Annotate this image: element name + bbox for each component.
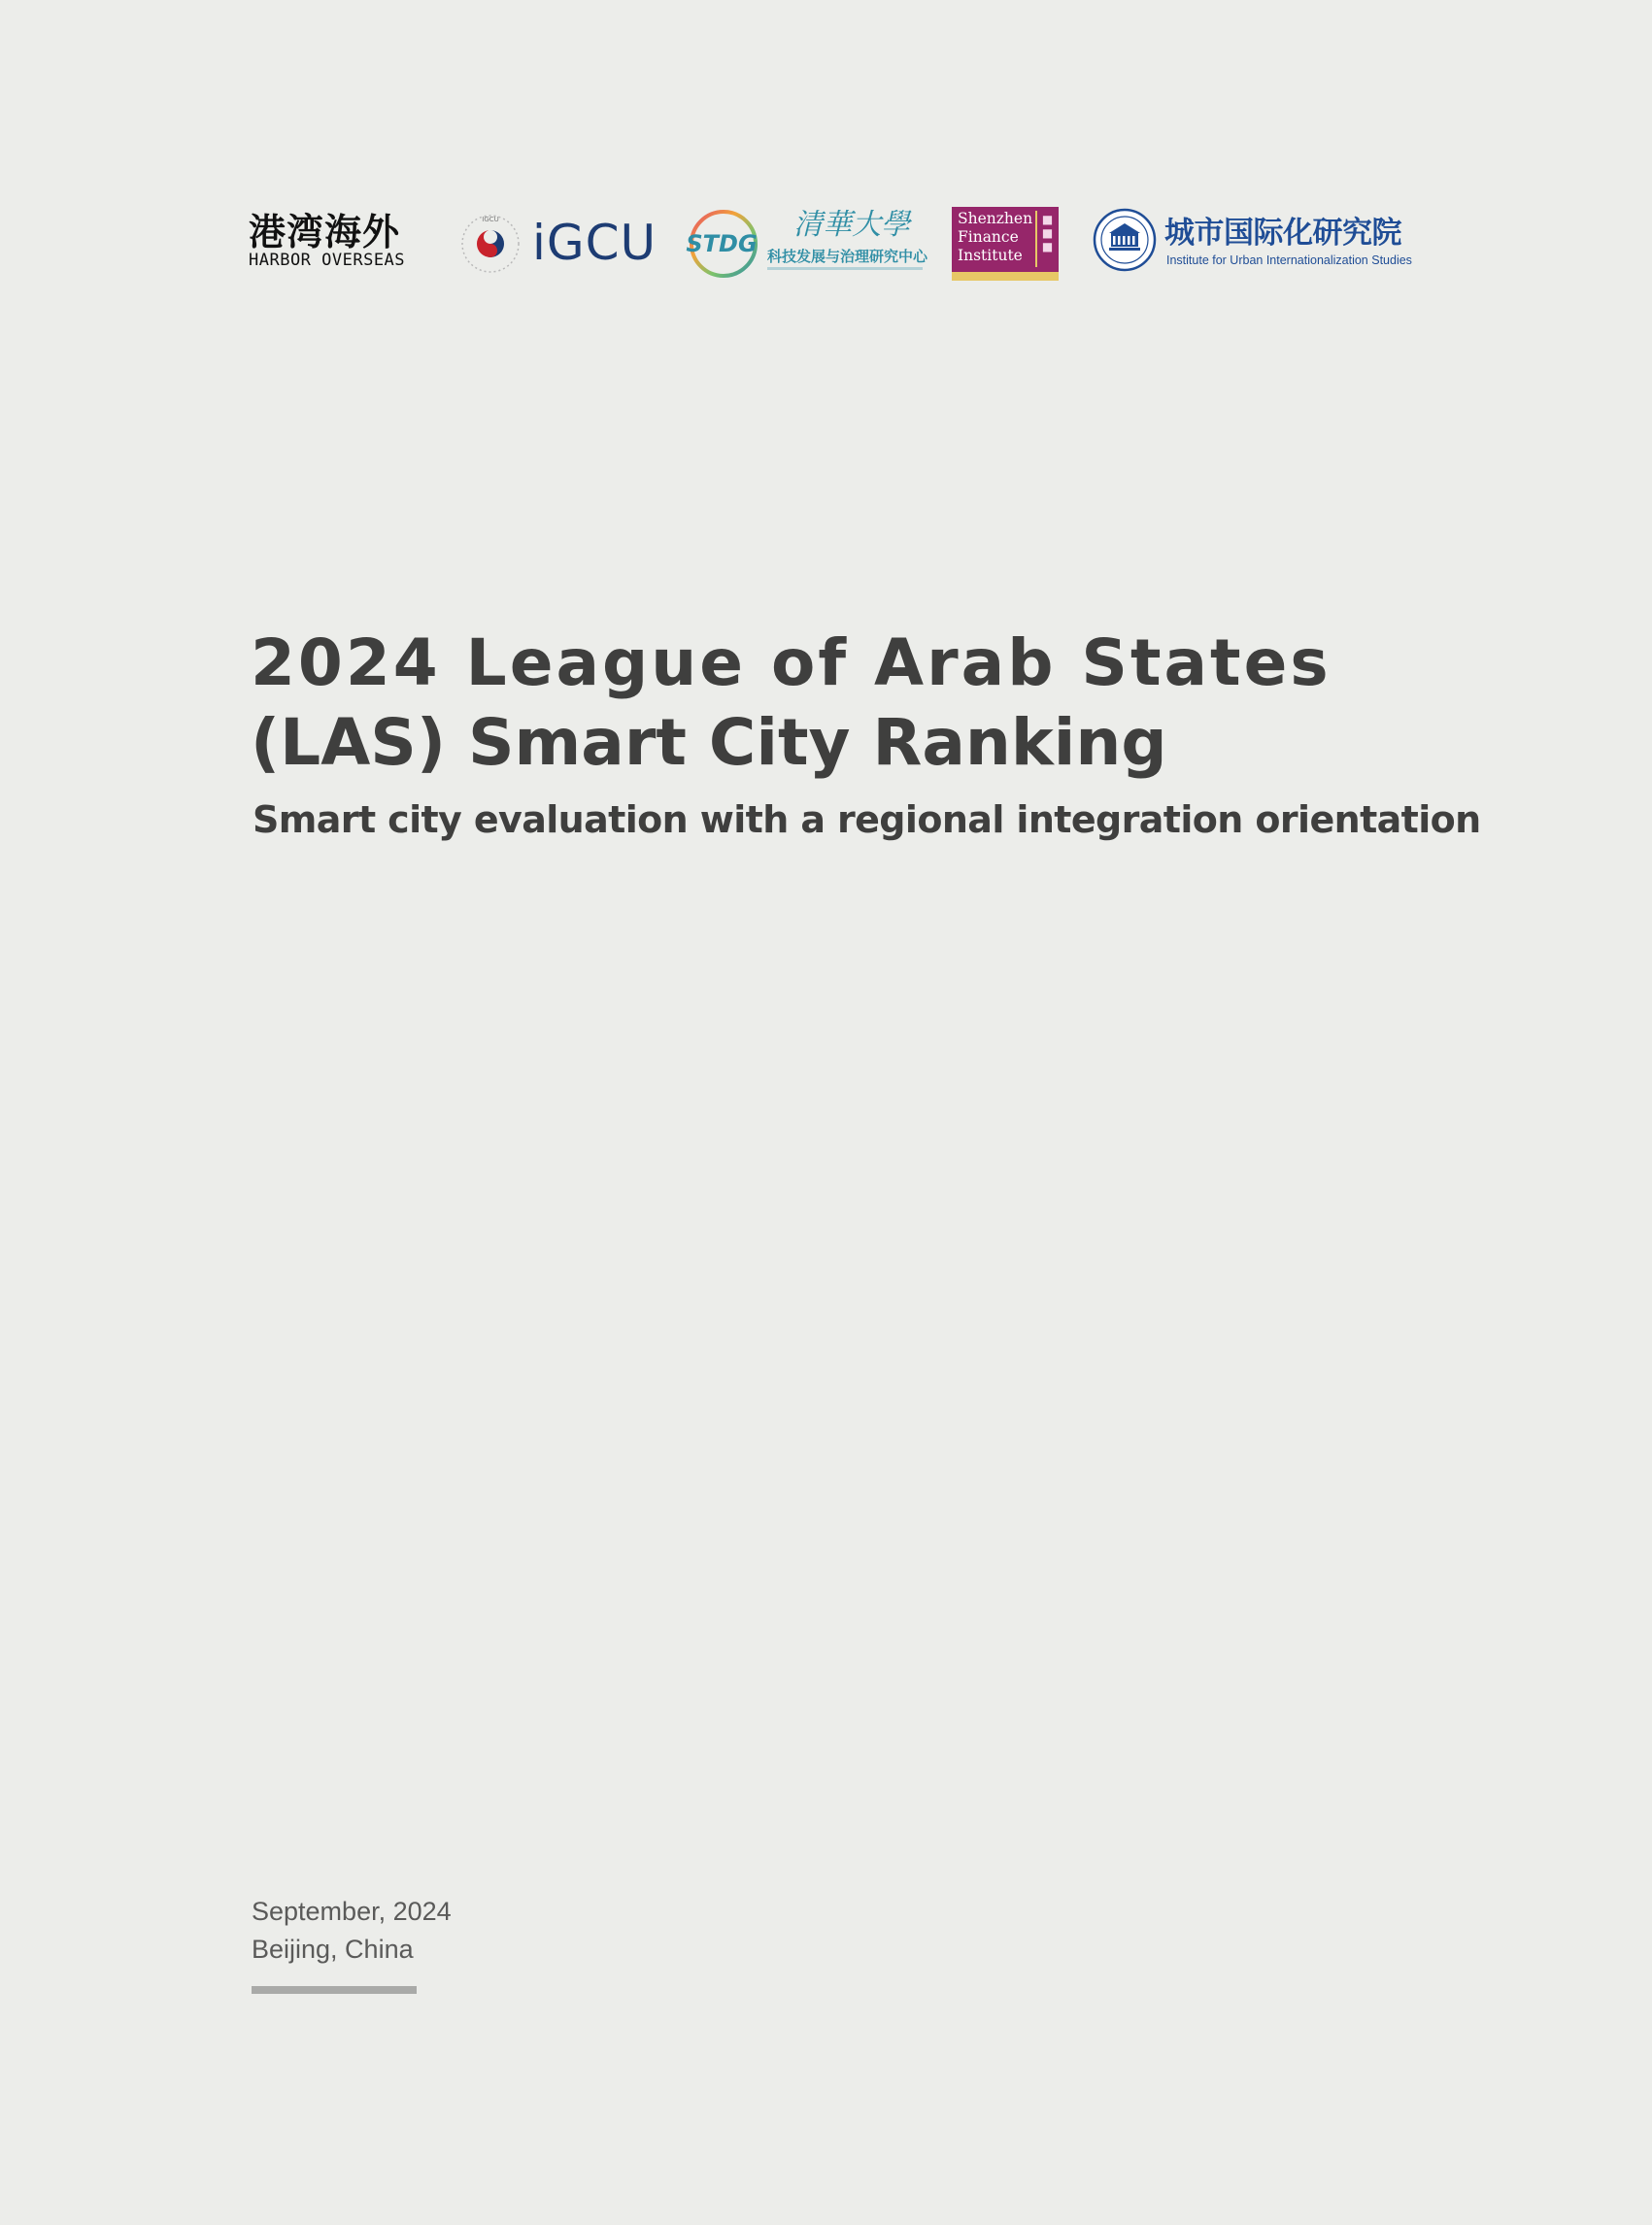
publication-date: September, 2024	[252, 1897, 452, 1926]
igcu-ring-text: IGCU	[482, 216, 499, 223]
stdg-badge-text: STDG	[686, 230, 758, 257]
igcu-emblem-icon	[456, 209, 524, 277]
urban-internationalization-logo	[1092, 205, 1412, 279]
harbor-overseas-logo	[249, 213, 437, 275]
urban-institute-chinese-name: 城市国际化研究院	[1164, 216, 1401, 251]
sfi-line: Finance	[958, 228, 1019, 246]
stdg-tsinghua-logo	[685, 205, 928, 283]
harbor-logo-chinese: 港湾海外	[249, 211, 401, 253]
tsinghua-calligraphy: 清華大學	[793, 208, 910, 242]
report-title-line-1: 2024 League of Arab States	[251, 625, 1332, 700]
sfi-line: Shenzhen	[958, 210, 1033, 227]
report-subtitle: Smart city evaluation with a regional integration orientation	[253, 798, 1481, 841]
partner-logo-strip	[0, 199, 1652, 287]
sfi-divider	[1035, 211, 1037, 267]
publication-place: Beijing, China	[252, 1935, 414, 1964]
footer-divider	[252, 1986, 417, 1994]
igcu-wordmark: iGCU	[532, 215, 657, 271]
harbor-logo-english: HARBOR OVERSEAS	[249, 251, 406, 270]
stdg-center-name: 科技发展与治理研究中心	[767, 248, 928, 265]
urban-institute-seal-icon	[1092, 207, 1158, 273]
sfi-gold-bar	[952, 272, 1059, 281]
report-title-line-2: (LAS) Smart City Ranking	[251, 705, 1167, 780]
sfi-line: Institute	[958, 247, 1023, 264]
igcu-logo	[456, 209, 665, 277]
report-title	[251, 624, 1474, 783]
urban-institute-english-name: Institute for Urban Internationalization Studies	[1166, 253, 1412, 267]
shenzhen-finance-institute-logo	[952, 207, 1059, 275]
stdg-emblem-icon	[685, 205, 762, 283]
stdg-fine-print	[767, 267, 923, 270]
sfi-wordmark	[958, 210, 1032, 265]
sfi-seal-icon: ■ ■ ■	[1041, 213, 1054, 253]
